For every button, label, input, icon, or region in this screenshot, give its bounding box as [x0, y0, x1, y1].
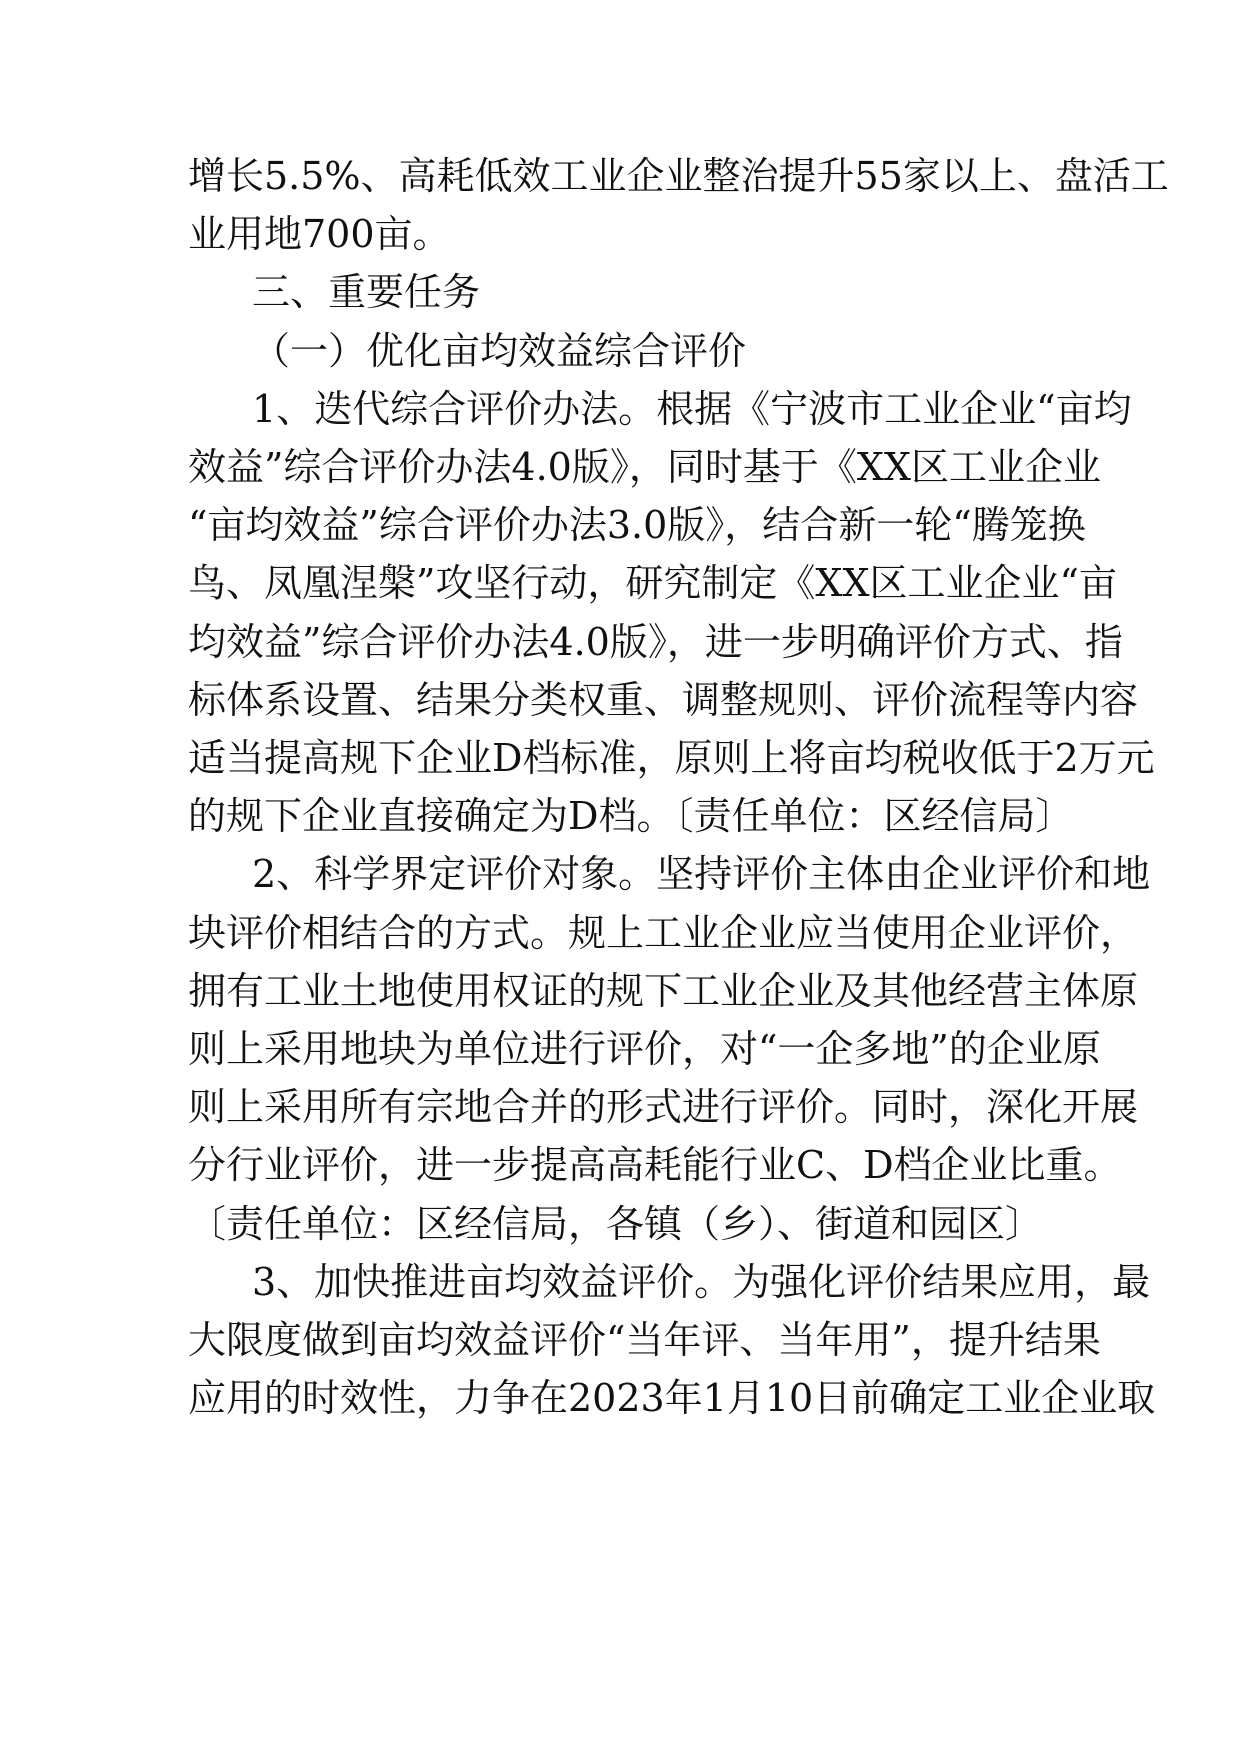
text-line: 拥有工业土地使用权证的规下工业企业及其他经营主体原: [188, 969, 1139, 1013]
text-line: 标体系设置、结果分类权重、调整规则、评价流程等内容: [188, 678, 1139, 722]
text-line: “亩均效益”综合评价办法3.0版》，结合新一轮“腾笼换: [188, 503, 1086, 547]
text-line: 鸟、凤凰涅槃”攻坚行动，研究制定《XX区工业企业“亩: [188, 561, 1117, 605]
text-line: 适当提高规下企业D档标准，原则上将亩均税收低于2万元: [188, 736, 1155, 780]
text-line: 大限度做到亩均效益评价“当年评、当年用”，提升结果: [188, 1318, 1101, 1362]
text-line: 业用地700亩。: [188, 212, 451, 256]
text-line: 的规下企业直接确定为D档。〔责任单位：区经信局〕: [188, 794, 1074, 838]
text-line: 2、科学界定评价对象。坚持评价主体由企业评价和地: [252, 852, 1151, 896]
text-line: 增长5.5%、高耗低效工业企业整治提升55家以上、盘活工: [188, 154, 1169, 198]
text-line: （一）优化亩均效益综合评价: [252, 329, 747, 373]
text-line: 应用的时效性，力争在2023年1月10日前确定工业企业取: [188, 1376, 1156, 1420]
text-line: 1、迭代综合评价办法。根据《宁波市工业企业“亩均: [252, 387, 1132, 431]
text-line: 均效益”综合评价办法4.0版》，进一步明确评价方式、指: [188, 620, 1123, 664]
text-line: 〔责任单位：区经信局，各镇（乡）、街道和园区〕: [188, 1202, 1044, 1246]
text-line: 块评价相结合的方式。规上工业企业应当使用企业评价，: [188, 911, 1139, 955]
text-line: 3、加快推进亩均效益评价。为强化评价结果应用，最: [252, 1260, 1151, 1304]
text-line: 则上采用地块为单位进行评价，对“一企多地”的企业原: [188, 1027, 1101, 1071]
text-line: 三、重要任务: [252, 270, 481, 314]
text-line: 效益”综合评价办法4.0版》，同时基于《XX区工业企业: [188, 445, 1101, 489]
text-line: 分行业评价，进一步提高高耗能行业C、D档企业比重。: [188, 1143, 1122, 1187]
text-line: 则上采用所有宗地合并的形式进行评价。同时，深化开展: [188, 1085, 1139, 1129]
